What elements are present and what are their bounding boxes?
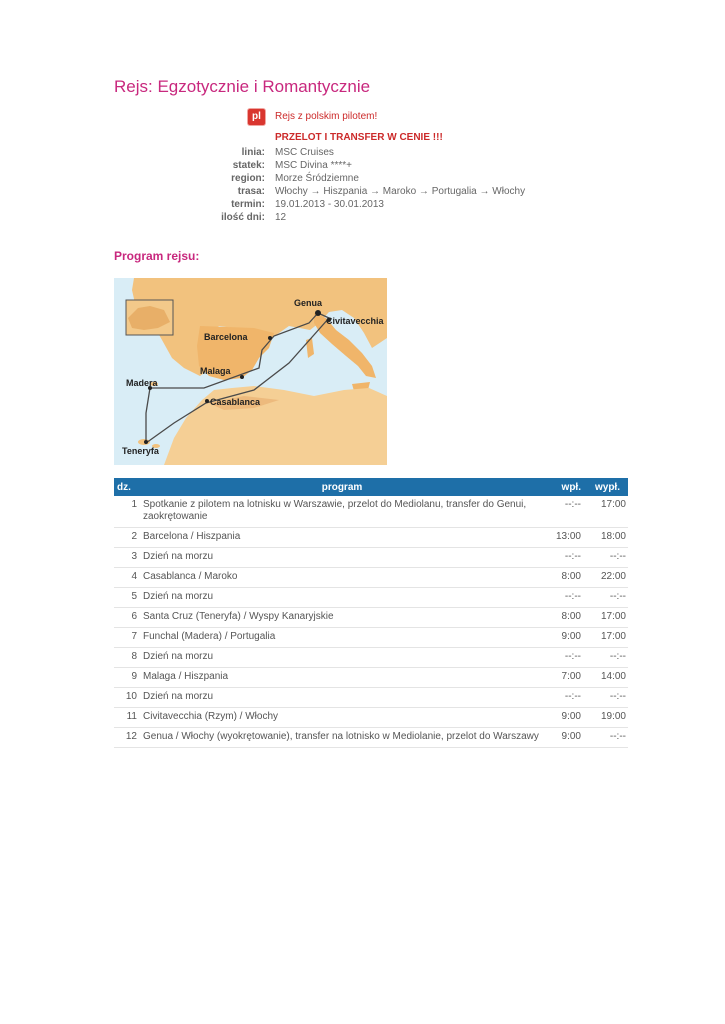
info-label: linia: <box>241 147 265 158</box>
row-departure: --:-- <box>609 651 626 662</box>
row-program: Dzień na morzu <box>143 551 214 562</box>
row-departure: --:-- <box>609 551 626 562</box>
row-program: Dzień na morzu <box>143 691 214 702</box>
row-departure: --:-- <box>609 591 626 602</box>
row-departure: 17:00 <box>600 611 626 622</box>
info-row-days <box>190 211 610 224</box>
row-program: Casablanca / Maroko <box>143 571 238 582</box>
table-header-row <box>114 478 628 496</box>
row-day: 7 <box>131 631 137 642</box>
row-day: 1 <box>131 499 137 510</box>
table-row <box>114 568 628 588</box>
row-arrival: 8:00 <box>561 571 581 582</box>
pilot-note: Rejs z polskim pilotem! <box>275 111 378 122</box>
row-day: 5 <box>131 591 137 602</box>
map-label-genua: Genua <box>294 298 323 308</box>
row-arrival: --:-- <box>564 651 581 662</box>
row-departure: --:-- <box>609 691 626 702</box>
table-row <box>114 728 628 748</box>
row-arrival: 9:00 <box>561 731 581 742</box>
row-arrival: 7:00 <box>561 671 581 682</box>
row-program: Funchal (Madera) / Portugalia <box>143 631 276 642</box>
row-program: Genua / Włochy (wyokrętowanie), transfer na lotnisko w Mediolanie, przelot do Warszawy <box>143 731 539 742</box>
row-arrival: --:-- <box>564 591 581 602</box>
row-departure: 17:00 <box>600 631 626 642</box>
table-row <box>114 668 628 688</box>
row-arrival: --:-- <box>564 499 581 510</box>
row-arrival: --:-- <box>564 551 581 562</box>
info-label: region: <box>231 173 265 184</box>
row-arrival: 8:00 <box>561 611 581 622</box>
page-title: Rejs: Egzotycznie i Romantycznie <box>114 77 371 96</box>
map-label-madera: Madera <box>126 378 158 388</box>
header-departure: wypł. <box>581 478 628 496</box>
table-row <box>114 708 628 728</box>
row-departure: 17:00 <box>600 499 626 510</box>
row-arrival: 9:00 <box>561 631 581 642</box>
info-value: MSC Divina ****+ <box>275 160 352 171</box>
row-program: Civitavecchia (Rzym) / Włochy <box>143 711 279 722</box>
header-program: program <box>137 478 541 496</box>
info-label: termin: <box>231 199 265 210</box>
map-label-casablanca: Casablanca <box>210 397 261 407</box>
info-row-line <box>190 146 610 159</box>
row-day: 11 <box>126 711 137 722</box>
header-arrival: wpł. <box>541 478 581 496</box>
row-day: 2 <box>131 531 137 542</box>
info-value: Włochy → Hiszpania → Maroko → Portugalia → Włochy <box>275 186 526 197</box>
route-map <box>114 278 387 465</box>
info-value: 12 <box>275 212 287 223</box>
table-row <box>114 648 628 668</box>
row-day: 10 <box>125 691 137 702</box>
map-label-teneryfa: Teneryfa <box>122 446 159 456</box>
info-label: trasa: <box>237 186 265 197</box>
row-arrival: 9:00 <box>561 711 581 722</box>
info-row-route <box>190 185 610 198</box>
row-day: 12 <box>125 731 137 742</box>
map-label-barcelona: Barcelona <box>204 332 248 342</box>
program-table <box>114 478 628 748</box>
table-row <box>114 548 628 568</box>
info-row-dates <box>190 198 610 211</box>
row-program: Spotkanie z pilotem na lotnisku w Warszawie, przelot do Mediolanu, transfer do Genui, zaokrętowanie <box>143 499 527 522</box>
info-row-region <box>190 172 610 185</box>
row-program: Malaga / Hiszpania <box>143 671 229 682</box>
row-program: Dzień na morzu <box>143 591 214 602</box>
row-program: Dzień na morzu <box>143 651 214 662</box>
row-day: 9 <box>131 671 137 682</box>
info-value: MSC Cruises <box>275 147 334 158</box>
table-row <box>114 496 628 528</box>
table-row <box>114 608 628 628</box>
row-departure: 22:00 <box>600 571 626 582</box>
info-row-ship <box>190 159 610 172</box>
row-arrival: --:-- <box>564 691 581 702</box>
map-label-civitavecchia: Civitavecchia <box>326 316 384 326</box>
row-program: Santa Cruz (Teneryfa) / Wyspy Kanaryjskie <box>143 611 334 622</box>
row-day: 8 <box>131 651 137 662</box>
table-row <box>114 688 628 708</box>
info-label: statek: <box>232 160 265 171</box>
program-title: Program rejsu: <box>114 249 200 263</box>
table-row <box>114 528 628 548</box>
table-row <box>114 628 628 648</box>
cruise-info <box>190 146 610 224</box>
row-departure: 19:00 <box>600 711 626 722</box>
row-program: Barcelona / Hiszpania <box>143 531 241 542</box>
row-departure: --:-- <box>609 731 626 742</box>
info-value: Morze Śródziemne <box>275 173 359 184</box>
row-day: 3 <box>131 551 137 562</box>
row-arrival: 13:00 <box>555 531 581 542</box>
info-value: 19.01.2013 - 30.01.2013 <box>275 199 384 210</box>
row-departure: 14:00 <box>600 671 626 682</box>
map-label-malaga: Malaga <box>200 366 231 376</box>
polish-flag-badge-icon: pl <box>248 109 265 125</box>
row-day: 4 <box>131 571 137 582</box>
promo-note: PRZELOT I TRANSFER W CENIE !!! <box>275 132 443 143</box>
row-day: 6 <box>131 611 137 622</box>
info-label: ilość dni: <box>221 212 265 223</box>
header-day: dz. <box>114 478 137 496</box>
table-row <box>114 588 628 608</box>
row-departure: 18:00 <box>600 531 626 542</box>
